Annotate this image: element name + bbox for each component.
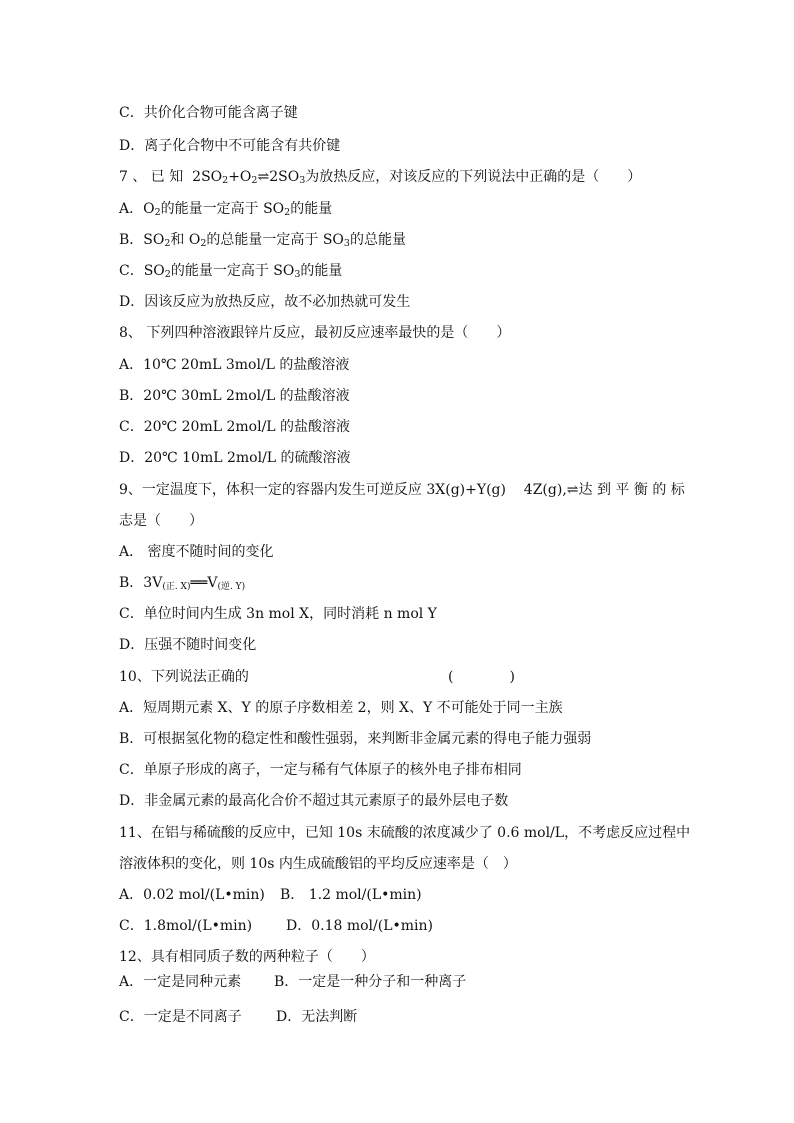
text-run: 9、一定温度下，体积一定的容器内发生可逆反应 3X(g)+Y(g) <box>119 482 506 498</box>
text-run: 4Z(g), <box>523 482 567 498</box>
q8-option-b: B．20℃ 30mL 2mol/L 的盐酸溶液 <box>119 388 350 404</box>
subscript: 3 <box>294 269 301 280</box>
q11-option-c: C．1.8mol/(L•min) <box>119 918 253 934</box>
q7-stem <box>119 168 641 186</box>
q7-option-c <box>119 262 342 280</box>
text-run: 和 O <box>170 232 201 248</box>
subscript: 2 <box>200 238 207 249</box>
q10-option-b: B．可根据氢化物的稳定性和酸性强弱，来判断非金属元素的得电子能力强弱 <box>119 731 592 747</box>
equilibrium-arrow-icon: ⇌ <box>257 169 270 185</box>
subscript: 2 <box>284 207 291 218</box>
subscript: (正. X) <box>162 582 191 592</box>
text-run: 的能量一定高于 SO <box>160 201 285 217</box>
q11-option-b: B． 1.2 mol/(L•min) <box>280 887 422 903</box>
q7-stem-text: 为放热反应，对该反应的下列说法中正确的是（ ） <box>305 169 642 185</box>
subscript: (逆. Y) <box>217 582 246 592</box>
q10-answer-paren: ( ) <box>448 669 515 685</box>
q6-option-d: D．离子化合物中不可能含有共价键 <box>119 138 341 154</box>
q12-stem: 12、具有相同质子数的两种粒子（ ） <box>119 949 375 965</box>
equilibrium-arrow-icon: ⇌ <box>566 482 579 498</box>
q6-option-c: C．共价化合物可能含离子键 <box>119 105 298 121</box>
text-run: 的总能量一定高于 SO <box>206 232 344 248</box>
q12-option-b: B．一定是一种分子和一种离子 <box>274 974 467 990</box>
q12-option-a: A．一定是同种元素 <box>119 974 242 990</box>
subscript: 2 <box>164 269 171 280</box>
q7-eq-part: +O <box>228 169 252 185</box>
q8-option-a: A．10℃ 20mL 3mol/L 的盐酸溶液 <box>119 357 350 373</box>
subscript: 2 <box>222 175 229 186</box>
q10-stem: 10、下列说法正确的 <box>119 669 249 685</box>
q9-option-d: D．压强不随时间变化 <box>119 637 257 653</box>
q8-stem: 8、 下列四种溶液跟锌片反应，最初反应速率最快的是（ ） <box>119 325 511 341</box>
q11-option-a: A．0.02 mol/(L•min) <box>119 887 265 903</box>
q9-option-c: C．单位时间内生成 3n mol X，同时消耗 n mol Y <box>119 606 437 622</box>
q7-option-b <box>119 231 406 249</box>
q9-option-a: A． 密度不随时间的变化 <box>119 544 274 560</box>
q8-option-d: D．20℃ 10mL 2mol/L 的硫酸溶液 <box>119 450 351 466</box>
text-run: 的总能量 <box>349 232 406 248</box>
q9-stem-continued: 志是（ ） <box>119 513 203 529</box>
text-run: 的能量 <box>300 263 343 279</box>
text-run: 达 到 平 衡 的 标 <box>578 482 685 498</box>
q7-eq-part: 2SO <box>192 169 223 185</box>
q7-option-d: D．因该反应为放热反应，故不必加热就可发生 <box>119 294 411 310</box>
q9-stem <box>119 481 685 499</box>
q11-stem: 11、在铝与稀硫酸的反应中，已知 10s 末硫酸的浓度减少了 0.6 mol/L，不考虑反应过程中 <box>119 825 691 841</box>
q12-option-c: C．一定是不同离子 <box>119 1009 242 1025</box>
q8-option-c: C．20℃ 20mL 2mol/L 的盐酸溶液 <box>119 419 351 435</box>
subscript: 2 <box>251 175 258 186</box>
q11-stem-continued: 溶液体积的变化，则 10s 内生成硫酸铝的平均反应速率是（ ） <box>119 856 517 872</box>
text-run: 的能量 <box>290 201 333 217</box>
q11-option-d: D．0.18 mol/(L•min) <box>286 918 433 934</box>
text-run: A．O <box>119 201 155 217</box>
text-run: ══V <box>190 575 218 591</box>
q10-option-a: A．短周期元素 X、Y 的原子序数相差 2，则 X、Y 不可能处于同一主族 <box>119 700 563 716</box>
q10-option-c: C．单原子形成的离子，一定与稀有气体原子的核外电子排布相同 <box>119 762 522 778</box>
subscript: 3 <box>343 238 350 249</box>
q7-number: 7 、 已 知 <box>119 169 184 185</box>
text-run: C．SO <box>119 263 165 279</box>
subscript: 2 <box>164 238 171 249</box>
q9-option-b <box>119 574 245 592</box>
text-run: B．3V <box>119 575 163 591</box>
subscript: 2 <box>154 207 161 218</box>
q7-eq-part: 2SO <box>269 169 300 185</box>
q12-option-d: D．无法判断 <box>276 1009 358 1025</box>
text-run: B．SO <box>119 232 165 248</box>
q7-option-a <box>119 200 332 218</box>
text-run: 的能量一定高于 SO <box>170 263 295 279</box>
q10-option-d: D．非金属元素的最高化合价不超过其元素原子的最外层电子数 <box>119 793 509 809</box>
subscript: 3 <box>299 175 306 186</box>
